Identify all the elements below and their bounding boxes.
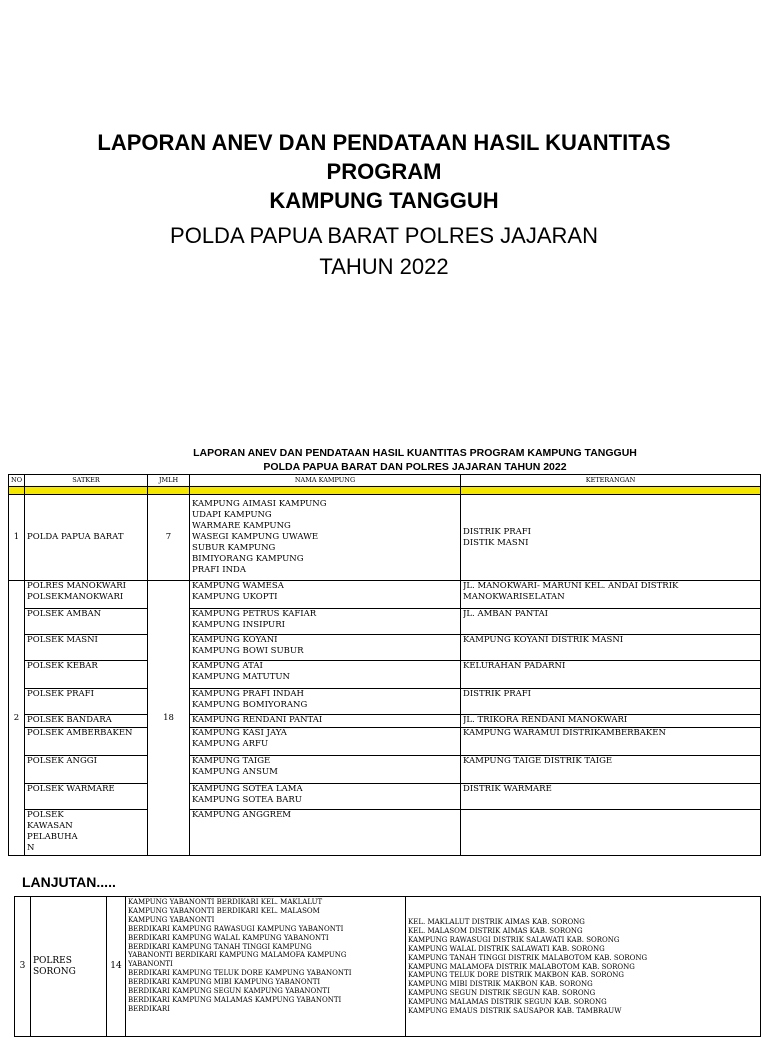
cell-line: KAMPUNG SOTEA LAMA <box>192 784 303 794</box>
cell-line: KAMPUNG TELUK DORE DISTRIK MAKBON KAB. SORONG <box>408 971 624 980</box>
table-row <box>9 756 761 784</box>
cell-line: BERDIKARI KAMPUNG WALAL KAMPUNG YABANONTI <box>128 933 329 942</box>
cell-line: KAMPUNG KOYANI <box>192 635 278 645</box>
cell-line: MANOKWARISELATAN <box>463 592 565 602</box>
cell-line: KAMPUNG WALAL DISTRIK SALAWATI KAB. SORONG <box>408 944 605 953</box>
yellow-cell <box>25 487 148 495</box>
cell-line: POLSEK KEBAR <box>27 661 98 671</box>
cell-line: KAMPUNG MIBI DISTRIK MAKBON KAB. SORONG <box>408 980 593 989</box>
cell-line: JL. MANOKWARI- MARUNI KEL. ANDAI DISTRIK <box>463 581 679 591</box>
cell-line: UDAPI KAMPUNG <box>192 510 272 520</box>
cell-line: PELABUHA <box>27 832 78 842</box>
table-row <box>9 728 761 756</box>
table-row <box>9 661 761 689</box>
cell-line: BERDIKARI KAMPUNG MALAMAS KAMPUNG YABANONTI <box>128 995 342 1004</box>
cell-line: POLSEK PRAFI <box>27 689 94 699</box>
cell-line: KAMPUNG RENDANI PANTAI <box>192 715 323 725</box>
row-keterangan <box>461 784 761 810</box>
row-satker: POLRES SORONG <box>31 897 107 1037</box>
row-names <box>190 689 461 715</box>
row-satker: POLDA PAPUA BARAT <box>25 495 148 581</box>
table-title-line-2: POLDA PAPUA BARAT DAN POLRES JAJARAN TAHUN 2022 <box>263 461 567 473</box>
row-jmlh: 18 <box>148 581 190 856</box>
yellow-cell <box>9 487 25 495</box>
cell-line: POLSEK AMBAN <box>27 609 102 619</box>
cell-line: JL. TRIKORA RENDANI MANOKWARI <box>463 715 628 725</box>
col-header-jmlh: JMLH <box>148 475 190 487</box>
title-line-3: KAMPUNG TANGGUH <box>269 188 499 213</box>
table-row <box>9 581 761 609</box>
table-row-group-polres-manokwari <box>9 581 761 856</box>
cell-line: KAMPUNG AIMASI KAMPUNG <box>192 499 327 509</box>
table-row <box>9 784 761 810</box>
cell-line: KAMPUNG ARFU <box>192 739 269 749</box>
row-satker <box>25 715 148 728</box>
cell-line: DISTRIK WARMARE <box>463 784 552 794</box>
cell-line: KAMPUNG INSIPURI <box>192 620 285 630</box>
cell-line: KAMPUNG WARAMUI DISTRIKAMBERBAKEN <box>463 728 666 738</box>
col-header-satker: SATKER <box>25 475 148 487</box>
cell-line: YABANONTI <box>128 960 173 969</box>
row-satker <box>25 728 148 756</box>
row-satker <box>25 609 148 635</box>
row-names <box>190 609 461 635</box>
row-jmlh: 14 <box>107 897 126 1037</box>
row-keterangan <box>461 756 761 784</box>
cell-line: KAMPUNG MALAMOFA DISTRIK MALABOTOM KAB. SORONG <box>408 962 635 971</box>
cell-line: KAMPUNG SOTEA BARU <box>192 795 302 805</box>
yellow-cell <box>190 487 461 495</box>
cell-line: KAWASAN <box>27 821 73 831</box>
cell-line: DISTRIK PRAFI <box>463 689 531 699</box>
cell-line: KAMPUNG KASI JAYA <box>192 728 287 738</box>
cell-line: POLSEK WARMARE <box>27 784 115 794</box>
row-keterangan <box>461 661 761 689</box>
yellow-separator-row <box>9 487 761 495</box>
cell-line: KAMPUNG TAIGE <box>192 756 271 766</box>
row-names <box>126 897 406 1037</box>
table-row <box>9 635 761 661</box>
col-header-no: NO <box>9 475 25 487</box>
yellow-cell <box>461 487 761 495</box>
table-row <box>9 689 761 715</box>
cell-line: KAMPUNG ANSUM <box>192 767 278 777</box>
cell-line: DISTRIK PRAFI <box>463 526 531 537</box>
row-jmlh: 7 <box>148 495 190 581</box>
cell-line: POLSEK MASNI <box>27 635 98 645</box>
table-row <box>15 897 761 1037</box>
cell-line: KAMPUNG KOYANI DISTRIK MASNI <box>463 635 624 645</box>
row-keterangan <box>406 897 761 1037</box>
row-keterangan <box>461 728 761 756</box>
table-row <box>9 810 761 856</box>
row-names <box>190 728 461 756</box>
row-names <box>190 581 461 609</box>
title-line-4: POLDA PAPUA BARAT POLRES JAJARAN <box>170 223 598 248</box>
row-names <box>190 495 461 581</box>
continuation-label: LANJUTAN..... <box>22 874 116 890</box>
cell-line: JL. AMBAN PANTAI <box>463 609 549 619</box>
row-no: 3 <box>15 897 31 1037</box>
cell-line: PRAFI INDA <box>192 565 246 575</box>
row-keterangan <box>461 689 761 715</box>
cell-line: WASEGI KAMPUNG UWAWE <box>192 532 319 542</box>
row-keterangan <box>461 810 761 856</box>
row-satker <box>25 661 148 689</box>
cell-line: KAMPUNG WAMESA <box>192 581 284 591</box>
cell-line: KAMPUNG TANAH TINGGI DISTRIK MALABOTOM KAB. SORONG <box>408 953 648 962</box>
row-keterangan <box>461 715 761 728</box>
row-satker <box>25 756 148 784</box>
cell-line: BERDIKARI KAMPUNG TELUK DORE KAMPUNG YABANONTI <box>128 969 352 978</box>
cell-line: POLSEK ANGGI <box>27 756 97 766</box>
cell-line: SUBUR KAMPUNG <box>192 543 276 553</box>
cell-line: POLSEK BANDARA <box>27 715 112 725</box>
cell-line: DISTIK MASNI <box>463 537 529 548</box>
row-no: 1 <box>9 495 25 581</box>
cell-line: BIMIYORANG KAMPUNG <box>192 554 304 564</box>
title-line-2: PROGRAM <box>326 159 442 184</box>
cell-line: BERDIKARI <box>128 1004 170 1013</box>
cell-line: KAMPUNG YABANONTI BERDIKARI KEL. MAKLALUT <box>128 898 323 906</box>
cell-line: POLSEK <box>27 810 64 820</box>
title-line-5: TAHUN 2022 <box>319 254 449 279</box>
row-names <box>190 635 461 661</box>
col-header-keterangan: KETERANGAN <box>461 475 761 487</box>
row-names <box>190 661 461 689</box>
cell-line: KAMPUNG MATUTUN <box>192 672 290 682</box>
cell-line: KEL. MALASOM DISTRIK AIMAS KAB. SORONG <box>408 926 583 935</box>
cell-line: KAMPUNG ATAI <box>192 661 263 671</box>
cell-line: BERDIKARI KAMPUNG RAWASUGI KAMPUNG YABANONTI <box>128 924 344 933</box>
report-title <box>0 128 768 281</box>
cell-line: KAMPUNG ANGGREM <box>192 810 291 820</box>
table-header-row <box>9 475 761 487</box>
row-no: 2 <box>9 581 25 856</box>
col-header-nama-kampung: NAMA KAMPUNG <box>190 475 461 487</box>
yellow-cell <box>148 487 190 495</box>
row-satker <box>25 581 148 609</box>
cell-line: KAMPUNG BOMIYORANG <box>192 700 308 710</box>
cell-line: KAMPUNG PRAFI INDAH <box>192 689 304 699</box>
table-row <box>9 609 761 635</box>
cell-line: KAMPUNG YABANONTI <box>128 915 215 924</box>
cell-line: POLRES MANOKWARI <box>27 581 126 591</box>
cell-line: WARMARE KAMPUNG <box>192 521 291 531</box>
cell-line: POLSEKMANOKWARI <box>27 592 124 602</box>
row-keterangan <box>461 609 761 635</box>
kampung-table-continuation <box>14 896 761 1037</box>
cell-line: KAMPUNG BOWI SUBUR <box>192 646 304 656</box>
cell-line: KAMPUNG EMAUS DISTRIK SAUSAPOR KAB. TAMBRAUW <box>408 1007 622 1016</box>
cell-line: BERDIKARI KAMPUNG MIBI KAMPUNG YABANONTI <box>128 978 321 987</box>
cell-line: KAMPUNG YABANONTI BERDIKARI KEL. MALASOM <box>128 906 320 915</box>
row-names <box>190 756 461 784</box>
cell-line: N <box>27 843 35 853</box>
cell-line: POLSEK AMBERBAKEN <box>27 728 133 738</box>
cell-line: KAMPUNG RAWASUGI DISTRIK SALAWATI KAB. SORONG <box>408 935 620 944</box>
row-satker <box>25 810 148 856</box>
row-keterangan <box>461 635 761 661</box>
row-satker <box>25 784 148 810</box>
table-row <box>9 495 761 581</box>
cell-line: KAMPUNG UKOPTI <box>192 592 278 602</box>
row-satker <box>25 635 148 661</box>
table-row <box>9 715 761 728</box>
row-names <box>190 784 461 810</box>
kampung-table <box>8 474 761 856</box>
cell-line: KELURAHAN PADARNI <box>463 661 566 671</box>
cell-line: BERDIKARI KAMPUNG SEGUN KAMPUNG YABANONTI <box>128 987 330 996</box>
table-title <box>0 446 768 474</box>
title-line-1: LAPORAN ANEV DAN PENDATAAN HASIL KUANTITAS <box>97 130 671 155</box>
cell-line: KAMPUNG TAIGE DISTRIK TAIGE <box>463 756 613 766</box>
cell-line: KAMPUNG MALAMAS DISTRIK SEGUN KAB. SORONG <box>408 998 607 1007</box>
row-names <box>190 715 461 728</box>
table-title-line-1: LAPORAN ANEV DAN PENDATAAN HASIL KUANTITAS PROGRAM KAMPUNG TANGGUH <box>193 447 637 459</box>
row-names <box>190 810 461 856</box>
row-satker <box>25 689 148 715</box>
cell-line: KEL. MAKLALUT DISTRIK AIMAS KAB. SORONG <box>408 918 585 926</box>
row-keterangan <box>461 495 761 581</box>
cell-line: BERDIKARI KAMPUNG TANAH TINGGI KAMPUNG <box>128 942 312 951</box>
cell-line: KAMPUNG SEGUN DISTRIK SEGUN KAB. SORONG <box>408 989 596 998</box>
cell-line: YABANONTI BERDIKARI KAMPUNG MALAMOFA KAMPUNG <box>128 951 347 960</box>
cell-line: KAMPUNG PETRUS KAFIAR <box>192 609 317 619</box>
row-keterangan <box>461 581 761 609</box>
